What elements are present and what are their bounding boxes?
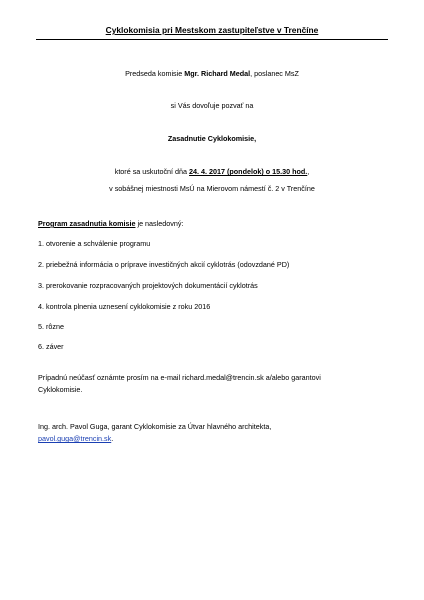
title-divider <box>36 39 388 40</box>
program-item-1: 1. otvorenie a schválenie programu <box>38 239 151 248</box>
notice-line-2: Cyklokomisie. <box>38 385 83 394</box>
meeting-datetime: 24. 4. 2017 (pondelok) o 15.30 hod. <box>189 167 308 176</box>
notice-line-1: Prípadnú neúčasť oznámte prosím na e-mail richard.medal@trencin.sk a/alebo garantovi <box>38 373 321 382</box>
program-item-3: 3. prerokovanie rozpracovaných projektových dokumentácií cyklotrás <box>38 281 258 290</box>
invitation-line-chairman <box>0 69 424 78</box>
chairman-name: Mgr. Richard Medal <box>184 69 251 78</box>
datetime-suffix: , <box>307 167 310 176</box>
program-item-2: 2. priebežná informácia o príprave investičných akcií cyklotrás (odovzdané PD) <box>38 260 290 269</box>
signature-line-1: Ing. arch. Pavol Guga, garant Cyklokomisie za Útvar hlavného architekta, <box>38 422 272 431</box>
chairman-prefix: Predseda komisie <box>125 69 185 78</box>
meeting-title: Zasadnutie Cyklokomisie, <box>167 134 257 143</box>
chairman-suffix: , poslanec MsZ <box>250 69 299 78</box>
program-heading <box>38 219 183 228</box>
meeting-datetime-line <box>0 167 424 176</box>
signature-email-link[interactable]: pavol.guga@trencin.sk <box>38 434 112 443</box>
program-item-6: 6. záver <box>38 342 64 351</box>
program-heading-rest: je nasledovný: <box>135 219 184 228</box>
program-heading-bold: Program zasadnutia komisie <box>38 219 136 228</box>
program-item-4: 4. kontrola plnenia uznesení cyklokomisie z roku 2016 <box>38 302 211 311</box>
program-item-5: 5. rôzne <box>38 322 64 331</box>
signature-line-2 <box>38 434 113 443</box>
meeting-location: v sobášnej miestnosti MsÚ na Mierovom námestí č. 2 v Trenčíne <box>109 184 315 193</box>
invitation-line-invite: si Vás dovoľuje pozvať na <box>170 101 254 110</box>
signature-email-suffix: . <box>111 434 114 443</box>
datetime-prefix: ktoré sa uskutoční dňa <box>114 167 190 176</box>
document-title: Cyklokomisia pri Mestskom zastupiteľstve v Trenčíne <box>105 25 319 35</box>
